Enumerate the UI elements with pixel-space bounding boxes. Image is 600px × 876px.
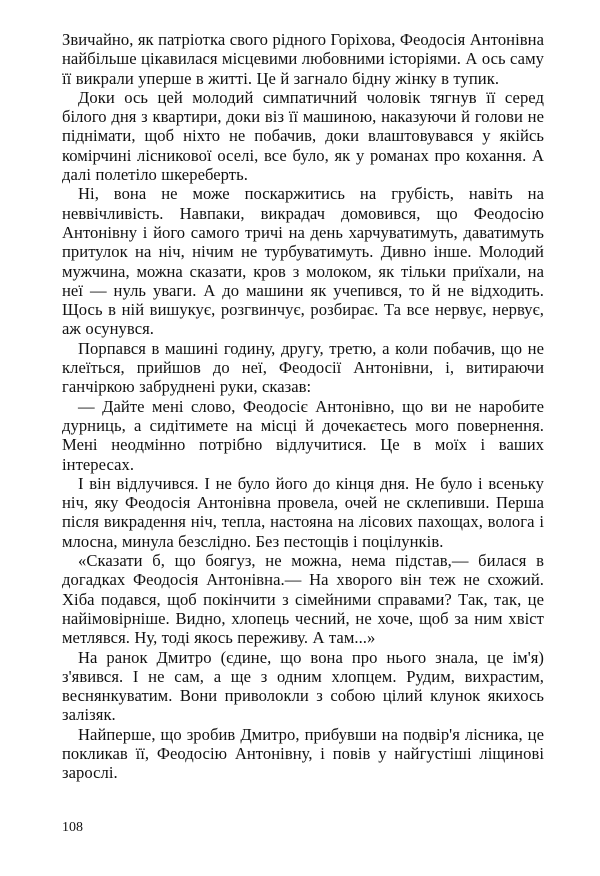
paragraph: Ні, вона не може поскаржитись на грубість, навіть на неввічливість. Навпаки, викрадач домовився, що Феодосію Антонівну і його самого тричі на день харчуватимуть, даватимуть притулок на ніч, нічим не турбуватимуть. Дивно інше. Молодий мужчина, можна сказати, кров з молоком, як тільки приїхали, на неї — нуль уваги. А до машини як учепився, то й не відходить. Щось в ній вишукує, розгвинчує, розбирає. Та все нервує, нервує, аж осунувся.	[62, 184, 544, 339]
paragraph: Доки ось цей молодий симпатичний чоловік тягнув її серед білого дня з квартири, доки віз її машиною, наказуючи й голови не піднімати, щоб ніхто не побачив, доки влаштовувався у якійсь комірчині лісникової оселі, все було, як у романах про кохання. А далі полетіло шкереберть.	[62, 87, 544, 185]
paragraph: На ранок Дмитро (єдине, що вона про нього знала, це ім'я) з'явився. І не сам, а ще з одним хлопцем. Рудим, вихрастим, веснянкуватим. Вони приволокли з собою цілий клунок якихось залізяк.	[62, 647, 544, 725]
paragraph: І він відлучився. І не було його до кінця дня. Не було і всеньку ніч, яку Феодосія Антонівна провела, очей не склепивши. Перша після викрадення ніч, тепла, настояна на лісових пахощах, волога і млосна, минула безслідно. Без пестощів і поцілунків.	[62, 473, 544, 551]
paragraph: Найперше, що зробив Дмитро, прибувши на подвір'я лісника, це покликав її, Феодосію Антонівну, і повів у найгустіші ліщинові зарослі.	[62, 724, 544, 783]
paragraph: Звичайно, як патріотка свого рідного Горіхова, Феодосія Антонівна найбільше цікавилася місцевими любовними історіями. А ось саму її викрали уперше в житті. Це й загнало бідну жінку в тупик.	[62, 30, 544, 88]
paragraph: «Сказати б, що боягуз, не можна, нема підстав,— билася в догадках Феодосія Антонівна.— На хворого він теж не схожий. Хіба подався, щоб покінчити з сімейними справами? Так, так, це найімовірніше. Видно, хлопець чесний, не хоче, щоб за ним хвіст метлявся. Ну, тоді якось переживу. А там...»	[62, 551, 544, 648]
page-text	[62, 30, 544, 783]
page-number: 108	[62, 820, 83, 835]
paragraph: Порпався в машині годину, другу, третю, а коли побачив, що не клеїться, прийшов до неї, Феодосії Антонівни, і, витираючи ганчіркою забруднені руки, сказав:	[62, 338, 544, 397]
paragraph: — Дайте мені слово, Феодосіє Антонівно, що ви не наробите дурниць, а сидітимете на місці й дочекаєтесь мого повернення. Мені неодмінно потрібно відлучитися. Це в моїх і ваших інтересах.	[62, 396, 544, 474]
